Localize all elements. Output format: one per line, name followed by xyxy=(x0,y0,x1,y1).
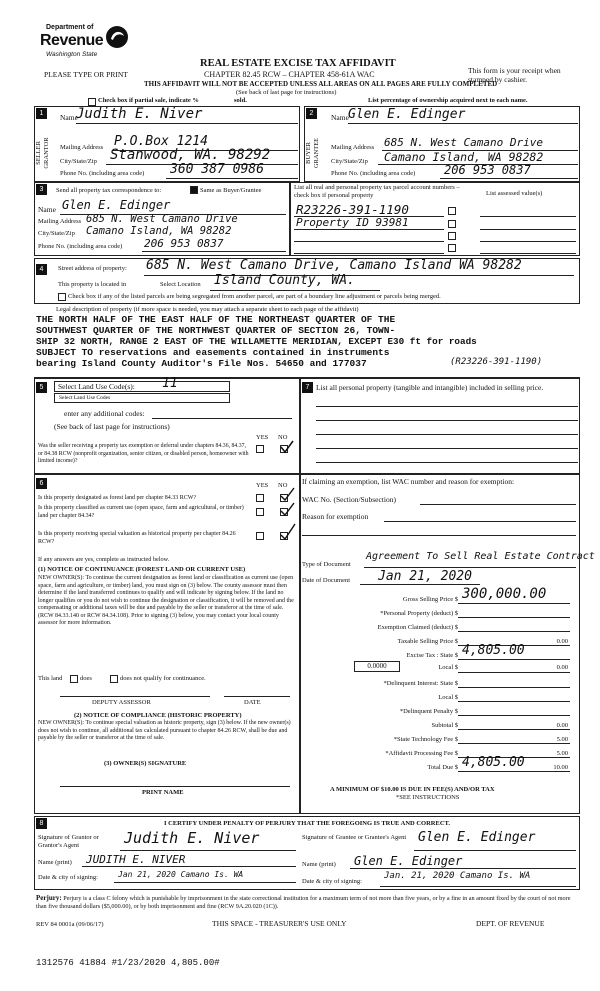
dept-of-revenue-footer: DEPT. OF REVENUE xyxy=(476,919,545,928)
form-chapter: CHAPTER 82.45 RCW – CHAPTER 458-61A WAC xyxy=(204,70,375,79)
grantee-name-label: Name (print) xyxy=(302,861,336,868)
notice2-body: NEW OWNER(S): To continue special valuation as historic property, sign (3) below. If the new owner(s) does not wish to continue, all additional tax calculated pursuant to chapter 84.26 RCW, shall be due and payable by the seller or transferor at the time of sale. xyxy=(38,720,291,741)
subtotal-value: 0.00 xyxy=(556,722,568,729)
seller-mailing[interactable]: P.O.Box 1214 xyxy=(114,134,208,149)
same-as-buyer-checkbox[interactable] xyxy=(190,186,198,194)
buyer-mailing-label: Mailing Address xyxy=(331,144,375,151)
tech-fee-value: 5.00 xyxy=(556,736,568,743)
logo-name-text: Revenue xyxy=(40,32,104,49)
affidavit-fee-value: 5.00 xyxy=(556,750,568,757)
seller-phone[interactable]: 360 387 0986 xyxy=(170,162,264,177)
land-use-code[interactable]: 11 xyxy=(162,376,178,391)
doc-type-label: Type of Document xyxy=(302,561,351,568)
grantee-signature[interactable]: Glen E. Edinger xyxy=(418,830,536,845)
segregated-label: Check box if any of the listed parcels are being segregated from another parcel, are part of a boundary line adjustment or parcels being merged. xyxy=(68,293,441,300)
doc-date[interactable]: Jan 21, 2020 xyxy=(378,569,472,584)
receipt-note: This form is your receipt when stamped by cashier. xyxy=(468,66,561,84)
section-7-badge: 7 xyxy=(302,382,313,393)
legal-line-3: SHIP 32 NORTH, RANGE 2 EAST OF THE WILLAMETTE MERIDIAN, EXCEPT E30 ft for roads xyxy=(36,336,477,347)
forest-if-yes: If any answers are yes, complete as instructed below. xyxy=(38,556,170,563)
grantor-date-label: Date & city of signing: xyxy=(38,874,98,881)
grantor-name-label: Name (print) xyxy=(38,859,72,866)
personal-deduct-label: *Personal Property (deduct) $ xyxy=(380,610,458,617)
notice2-title: (2) NOTICE OF COMPLIANCE (HISTORIC PROPERTY) xyxy=(74,712,242,719)
forest-no-checks-icon xyxy=(278,486,298,544)
legal-parcel-handwritten: (R23226-391-1190) xyxy=(450,357,543,367)
grantee-name-print[interactable]: Glen E. Edinger xyxy=(354,854,463,868)
forest-q1-yes[interactable] xyxy=(256,494,264,502)
delinq-penalty-label: *Delinquent Penalty $ xyxy=(399,708,458,715)
seller-city-label: City/State/Zip xyxy=(60,158,97,165)
does-not-checkbox[interactable] xyxy=(110,675,118,683)
parcels-header-left: List all real and personal property tax parcel account numbers – check box if personal property xyxy=(294,184,460,199)
personal-property-box xyxy=(300,378,580,474)
parcel-3-pp-checkbox[interactable] xyxy=(448,232,456,240)
logo-dept-text: Department of xyxy=(46,24,94,31)
property-street[interactable]: 685 N. West Camano Drive, Camano Island WA 98282 xyxy=(146,258,522,273)
excise-state-label: Excise Tax : State $ xyxy=(406,652,458,659)
legal-label: Legal description of property (if more space is needed, you may attach a separate sheet to each page of the affidavit) xyxy=(56,306,359,313)
grantor-name-print[interactable]: JUDITH E. NIVER xyxy=(86,853,186,866)
local-value: 0.00 xyxy=(556,664,568,671)
tech-fee-label: *State Technology Fee $ xyxy=(393,736,458,743)
legal-line-2: SOUTHWEST QUARTER OF THE NORTHWEST QUARTER OF SECTION 26, TOWN- xyxy=(36,325,396,336)
buyer-city[interactable]: Camano Island, WA 98282 xyxy=(384,150,544,164)
forest-yes: YES xyxy=(256,482,269,489)
delinq-state-label: *Delinquent Interest: State $ xyxy=(383,680,458,687)
delinq-local-label: Local $ xyxy=(438,694,458,701)
treasurer-stamp: 1312576 41884 #1/23/2020 4,805.00# xyxy=(36,958,220,968)
corr-phone[interactable]: 206 953 0837 xyxy=(144,237,224,250)
seller-name-label: Name xyxy=(60,113,78,122)
grantee-date-city[interactable]: Jan. 21, 2020 Camano Is. WA xyxy=(384,871,531,881)
partial-sale-checkbox[interactable] xyxy=(88,98,96,106)
forest-q1: Is this property designated as forest land per chapter 84.33 RCW? xyxy=(38,495,197,501)
seller-side-label: SELLER GRANTOR xyxy=(35,137,50,169)
grantor-sig-label: Signature of Grantor or Grantor's Agent xyxy=(38,834,99,849)
land-use-yes: YES xyxy=(256,434,269,441)
perjury-label: Perjury: xyxy=(36,894,62,902)
section-5-badge: 5 xyxy=(36,382,47,393)
corr-city[interactable]: Camano Island, WA 98282 xyxy=(86,225,232,237)
located-label: This property is located in xyxy=(58,281,127,288)
land-use-see-back: (See back of last page for instructions) xyxy=(54,422,170,431)
seller-phone-label: Phone No. (including area code) xyxy=(60,170,145,177)
section-2-badge: 2 xyxy=(306,108,317,119)
this-land-label: This land xyxy=(38,675,63,682)
parcel-2[interactable]: Property ID 93981 xyxy=(296,216,409,229)
does-label: does xyxy=(80,675,92,682)
segregated-checkbox[interactable] xyxy=(58,293,66,301)
exempt-question: Was the seller receiving a property tax exemption or deferral under chapters 84.36, 84.37, or 84.38 RCW (nonprofit organization, senior citizen, or disabled person, homeowner with limited income)? xyxy=(38,443,249,464)
land-use-no: NO xyxy=(278,434,288,441)
parcel-1-pp-checkbox[interactable] xyxy=(448,207,456,215)
owner-signature-label: (3) OWNER(S) SIGNATURE xyxy=(104,760,187,767)
does-not-label: does not qualify for continuance. xyxy=(120,675,206,682)
personal-property-label: List all personal property (tangible and intangible) included in selling price. xyxy=(316,383,544,392)
excise-state-value[interactable]: 4,805.00 xyxy=(462,643,525,658)
perjury-block xyxy=(36,894,578,911)
corr-name[interactable]: Glen E. Edinger xyxy=(62,198,171,212)
legal-line-5: bearing Island County Auditor's File Nos. 54650 and 177037 xyxy=(36,358,367,369)
parcels-header-right: List assessed value(s) xyxy=(486,190,543,197)
please-type-label: PLEASE TYPE OR PRINT xyxy=(44,70,128,79)
notice1-body: NEW OWNER(S): To continue the current designation as forest land or classification as current use (open space, farm and agriculture, or timber) land, you must sign on (3) below. The county assessor must then determine if the land transferred continues to qualify and will indicate by signing below. If the land no longer qualifies or you do not wish to continue the designation or classification, it will be removed and the compensating or additional taxes will be due and payable by the seller or transferor at the time of sale. (RCW 84.33.140 or RCW 84.34.108). Prior to signing (3) below, you may contact your local county assessor for more information. xyxy=(38,575,294,626)
form-see-back: (See back of last page for instructions) xyxy=(236,89,337,96)
exemption-deduct-label: Exemption Claimed (deduct) $ xyxy=(377,624,458,631)
forest-no: NO xyxy=(278,482,288,489)
dor-logo xyxy=(40,22,130,64)
exempt-no-check-icon xyxy=(280,440,294,454)
forest-q3-yes[interactable] xyxy=(256,532,264,540)
partial-sale-label: Check box if partial sale, indicate % xyxy=(98,97,199,104)
buyer-mailing[interactable]: 685 N. West Camano Drive xyxy=(384,136,543,149)
total-due-label: Total Due $ xyxy=(427,764,458,771)
exemption-claim-label: If claiming an exemption, list WAC number and reason for exemption: xyxy=(302,477,515,486)
wac-no-label: WAC No. (Section/Subsection) xyxy=(302,495,396,504)
minimum-fee-note: A MINIMUM OF $10.00 IS DUE IN FEE(S) AND/OR TAX xyxy=(330,786,495,793)
affidavit-fee-label: *Affidavit Processing Fee $ xyxy=(385,750,458,757)
local-label: Local $ xyxy=(438,664,458,671)
form-warning: THIS AFFIDAVIT WILL NOT BE ACCEPTED UNLESS ALL AREAS ON ALL PAGES ARE FULLY COMPLETED xyxy=(144,80,498,88)
seller-mailing-label: Mailing Address xyxy=(60,144,104,151)
does-checkbox[interactable] xyxy=(70,675,78,683)
print-name-label: PRINT NAME xyxy=(142,789,184,796)
doc-type[interactable]: Agreement To Sell Real Estate Contract xyxy=(366,551,595,562)
form-number: REV 84 0001a (09/06/17) xyxy=(36,921,104,928)
buyer-name[interactable]: Glen E. Edinger xyxy=(348,107,466,122)
subtotal-label: Subtotal $ xyxy=(431,722,458,729)
buyer-side-label: BUYER GRANTEE xyxy=(305,137,320,169)
logo-state-text: Washington State xyxy=(46,51,98,58)
forest-q3: Is this property receiving special valuation as historical property per chapter 84.26 RCW? xyxy=(38,531,236,545)
gross-label: Gross Selling Price $ xyxy=(402,596,458,603)
buyer-name-label: Name xyxy=(331,113,349,122)
taxable-value: 0.00 xyxy=(556,638,568,645)
section-4-badge: 4 xyxy=(36,264,47,275)
same-as-buyer-label: Same as Buyer/Grantee xyxy=(200,187,262,194)
parcel-2-pp-checkbox[interactable] xyxy=(448,220,456,228)
section-3-badge: 3 xyxy=(36,184,47,195)
section-8-badge: 8 xyxy=(36,818,47,829)
total-due-handwritten[interactable]: 4,805.00 xyxy=(462,755,525,770)
correspondence-send-label: Send all property tax correspondence to: xyxy=(56,187,162,194)
total-due-printed: 10.00 xyxy=(553,764,568,771)
doc-date-label: Date of Document xyxy=(302,577,351,584)
located-select[interactable]: Select Location xyxy=(160,281,201,288)
taxable-label: Taxable Selling Price $ xyxy=(397,638,458,645)
corr-mailing[interactable]: 685 N. West Camano Drive xyxy=(86,213,238,225)
see-instructions-note: *SEE INSTRUCTIONS xyxy=(396,794,460,801)
additional-codes-label: enter any additional codes: xyxy=(64,409,145,418)
ownership-note: List percentage of ownership acquired next to each name. xyxy=(368,97,528,104)
grantor-signature[interactable]: Judith E. Niver xyxy=(124,829,260,847)
grantee-sig-label: Signature of Grantee or Grantee's Agent xyxy=(302,834,407,841)
treasurer-space: THIS SPACE - TREASURER'S USE ONLY xyxy=(212,919,347,928)
corr-mailing-label: Mailing Address xyxy=(38,218,82,225)
corr-name-label: Name xyxy=(38,205,56,214)
logo-swirl-icon xyxy=(104,24,130,50)
seller-name[interactable]: Judith E. Niver xyxy=(76,106,203,122)
parcel-4-pp-checkbox[interactable] xyxy=(448,244,456,252)
section-1-badge: 1 xyxy=(36,108,47,119)
legal-line-1: THE NORTH HALF OF THE EAST HALF OF THE NORTHEAST QUARTER OF THE xyxy=(36,314,396,325)
land-use-select-label: Select Land Use Code(s): xyxy=(58,382,135,391)
property-county[interactable]: Island County, WA. xyxy=(214,273,355,288)
gross-value[interactable]: 300,000.00 xyxy=(462,586,547,602)
land-use-dropdown[interactable]: Select Land Use Codes xyxy=(54,393,230,403)
certify-text: I CERTIFY UNDER PENALTY OF PERJURY THAT THE FOREGOING IS TRUE AND CORRECT. xyxy=(164,820,451,827)
legal-line-4: SUBJECT TO reservations and easements contained in instruments xyxy=(36,347,390,358)
parcel-1[interactable]: R23226-391-1190 xyxy=(296,202,409,217)
perjury-text: Perjury is a class C felony which is punishable by imprisonment in the state correctional institution for a maximum term of not more than five years, or by a fine in an amount fixed by the court of not more than five thousand dollars ($5,000.00), or by both imprisonment and fine (RCW 9A.20.020 (1C)). xyxy=(36,895,571,910)
buyer-phone[interactable]: 206 953 0837 xyxy=(444,163,531,177)
exemption-reason-label: Reason for exemption xyxy=(302,512,369,521)
local-rate-field[interactable]: 0.0000 xyxy=(354,661,400,672)
buyer-phone-label: Phone No. (including area code) xyxy=(331,170,416,177)
street-label: Street address of property: xyxy=(58,265,127,272)
forest-q2: Is this property classified as current use (open space, farm and agricultural, or timber) land per chapter 84.34? xyxy=(38,505,244,519)
grantor-date-city[interactable]: Jan 21, 2020 Camano Is. WA xyxy=(118,870,244,879)
notice1-title: (1) NOTICE OF CONTINUANCE (FOREST LAND OR CURRENT USE) xyxy=(38,566,246,573)
form-title: REAL ESTATE EXCISE TAX AFFIDAVIT xyxy=(200,58,396,69)
sold-label: sold. xyxy=(234,97,247,104)
section-6-badge: 6 xyxy=(36,478,47,489)
exempt-yes-checkbox[interactable] xyxy=(256,445,264,453)
corr-phone-label: Phone No. (including area code) xyxy=(38,243,123,250)
forest-q2-yes[interactable] xyxy=(256,508,264,516)
grantee-date-label: Date & city of signing: xyxy=(302,878,362,885)
deputy-date-label: DATE xyxy=(244,699,261,706)
deputy-assessor-label: DEPUTY ASSESSOR xyxy=(92,699,151,706)
buyer-city-label: City/State/Zip xyxy=(331,158,368,165)
seller-city[interactable]: Stanwood, WA. 98292 xyxy=(110,147,271,163)
corr-city-label: City/State/Zip xyxy=(38,230,75,237)
